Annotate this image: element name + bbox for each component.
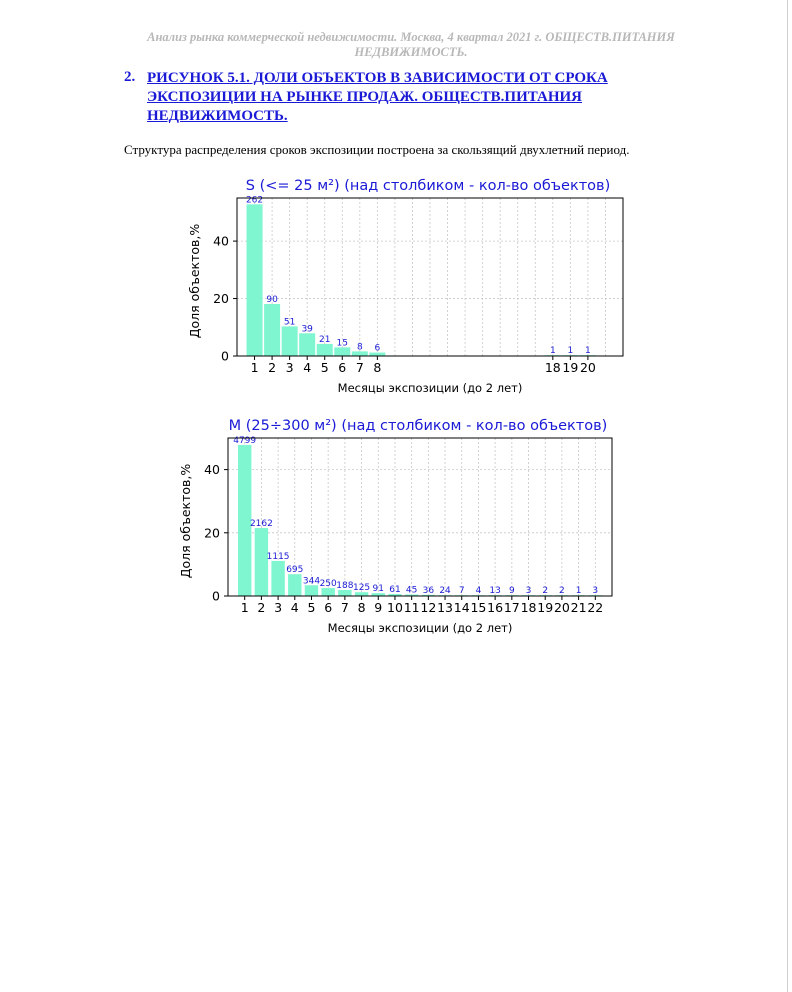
bar-1: [247, 204, 263, 356]
bar-6: [321, 588, 334, 596]
x-tick-label: 7: [355, 360, 364, 375]
count-label: 36: [422, 585, 435, 596]
x-tick-label: 21: [570, 600, 587, 615]
x-tick-label: 5: [307, 600, 316, 615]
y-tick-label: 40: [213, 233, 229, 249]
x-axis-label: Месяцы экспозиции (до 2 лет): [327, 621, 513, 635]
chart-medium-area: [0, 410, 792, 650]
x-tick-label: 8: [357, 600, 366, 615]
count-label: 7: [458, 586, 465, 597]
y-tick-label: 20: [213, 291, 229, 307]
x-tick-label: 7: [340, 600, 349, 615]
x-tick-label: 17: [503, 600, 520, 615]
bar-2: [264, 304, 280, 356]
count-label: 250: [319, 579, 337, 590]
x-tick-label: 3: [274, 600, 283, 615]
count-label: 90: [266, 295, 278, 306]
count-label: 2: [559, 586, 565, 597]
bar-6: [334, 347, 350, 356]
bar-5: [317, 344, 333, 356]
count-label: 695: [286, 565, 304, 576]
bar-4: [299, 333, 315, 356]
count-label: 39: [301, 324, 313, 335]
y-tick-label: 40: [204, 462, 220, 478]
x-tick-label: 12: [420, 600, 437, 615]
x-tick-label: 6: [338, 360, 347, 375]
count-label: 1: [567, 346, 574, 357]
x-tick-label: 4: [303, 360, 312, 375]
x-tick-label: 16: [487, 600, 504, 615]
x-tick-label: 1: [240, 600, 249, 615]
bar-2: [255, 528, 268, 596]
count-label: 51: [283, 317, 296, 328]
x-axis-label: Месяцы экспозиции (до 2 лет): [337, 381, 523, 395]
x-tick-label: 9: [374, 600, 383, 615]
x-tick-label: 10: [387, 600, 403, 615]
x-tick-label: 6: [324, 600, 333, 615]
count-label: 91: [372, 584, 384, 595]
x-tick-label: 8: [373, 360, 382, 375]
chart-small-area: [0, 170, 792, 400]
x-tick-label: 1: [250, 360, 259, 375]
count-label: 6: [374, 343, 381, 354]
count-label: 8: [356, 342, 363, 353]
figure-number: 2.: [124, 69, 136, 85]
x-tick-label: 20: [579, 360, 596, 375]
x-tick-label: 19: [562, 360, 579, 375]
x-tick-label: 22: [587, 600, 604, 615]
count-label: 1115: [266, 551, 290, 562]
x-tick-label: 18: [544, 360, 561, 375]
x-tick-label: 2: [268, 360, 277, 375]
count-label: 2: [542, 586, 549, 597]
count-label: 4799: [233, 435, 257, 446]
x-tick-label: 18: [520, 600, 537, 615]
x-tick-label: 13: [437, 600, 453, 615]
count-label: 1: [575, 586, 582, 597]
x-tick-label: 20: [553, 600, 570, 615]
count-label: 15: [336, 338, 348, 349]
count-label: 9: [508, 586, 515, 597]
count-label: 61: [389, 585, 401, 596]
y-axis-label: Доля объектов,%: [178, 463, 193, 579]
x-tick-label: 15: [470, 600, 487, 615]
bar-5: [305, 585, 318, 596]
x-tick-label: 3: [285, 360, 294, 375]
x-tick-label: 11: [403, 600, 420, 615]
count-label: 45: [405, 585, 418, 596]
y-tick-label: 0: [221, 348, 229, 364]
x-tick-label: 2: [257, 600, 266, 615]
y-axis-label: Доля объектов,%: [187, 223, 202, 339]
x-tick-label: 4: [290, 600, 299, 615]
bar-3: [271, 561, 284, 596]
count-label: 24: [439, 586, 451, 597]
figure-title[interactable]: РИСУНОК 5.1. ДОЛИ ОБЪЕКТОВ В ЗАВИСИМОСТИ ОТ СРОКА ЭКСПОЗИЦИИ НА РЫНКЕ ПРОДАЖ. ОБЩЕСТВ.ПИТАНИЯ НЕДВИЖИМОСТЬ.: [147, 70, 608, 124]
bar-4: [288, 574, 301, 596]
chart-title: M (25÷300 м²) (над столбиком - кол-во объектов): [228, 418, 608, 434]
bar-3: [282, 326, 298, 356]
count-label: 21: [319, 334, 331, 345]
y-tick-label: 0: [212, 588, 220, 604]
page-header: Анализ рынка коммерческой недвижимости. Москва, 4 квартал 2021 г. ОБЩЕСТВ.ПИТАНИЯ НЕДВИЖИМОСТЬ.: [147, 30, 675, 59]
chart-title: S (<= 25 м²) (над столбиком - кол-во объектов): [245, 178, 611, 194]
count-label: 13: [489, 586, 501, 597]
count-label: 1: [549, 346, 556, 357]
count-label: 2162: [249, 519, 273, 530]
x-tick-label: 14: [453, 600, 470, 615]
count-label: 3: [525, 586, 532, 597]
count-label: 4: [475, 586, 482, 597]
count-label: 344: [302, 576, 321, 587]
x-tick-label: 19: [537, 600, 554, 615]
y-tick-label: 20: [204, 525, 220, 541]
count-label: 188: [336, 580, 354, 591]
count-label: 3: [592, 586, 599, 597]
count-label: 262: [245, 195, 264, 206]
count-label: 125: [352, 583, 371, 594]
count-label: 1: [585, 346, 591, 357]
intro-text: Структура распределения сроков экспозиции построена за скользящий двухлетний период.: [124, 142, 630, 157]
x-tick-label: 5: [320, 360, 329, 375]
